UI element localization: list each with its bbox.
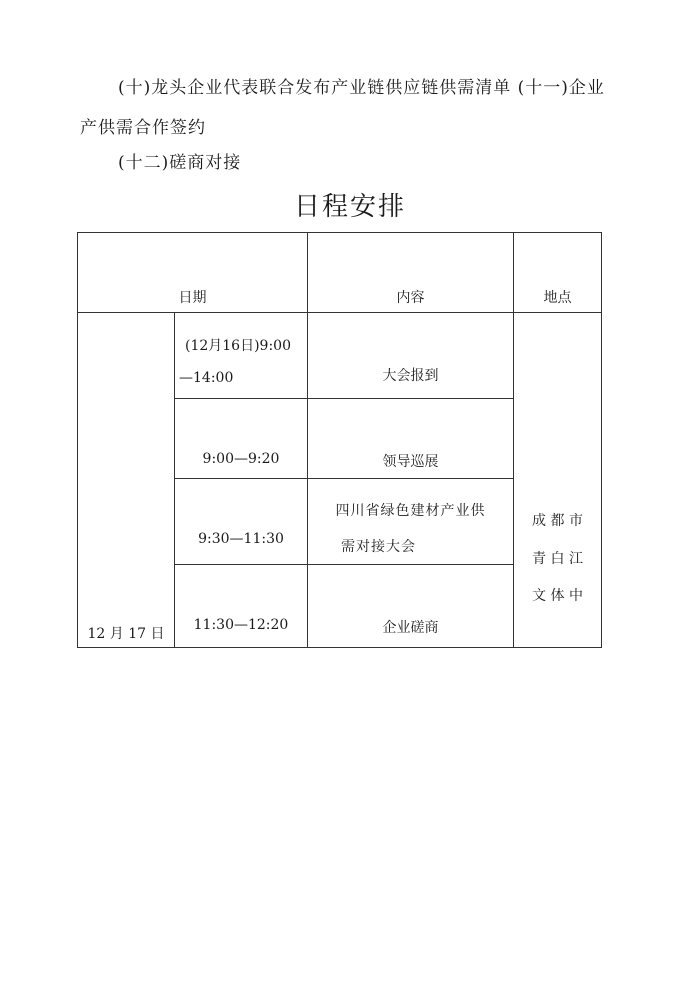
day-label: 12 月 17 日 xyxy=(87,626,165,642)
time-cell xyxy=(174,312,308,399)
header-location-cell xyxy=(513,232,602,313)
header-date-label: 日期 xyxy=(178,290,207,306)
day-cell xyxy=(77,312,175,648)
location-line: 青 白 江 xyxy=(532,551,583,567)
header-content-cell xyxy=(307,232,514,313)
time-line: 9:00—9:20 xyxy=(202,451,280,467)
header-location-label: 地点 xyxy=(543,290,572,306)
location-line: 文 体 中 xyxy=(532,588,583,604)
location-cell xyxy=(513,312,602,648)
time-line: —14:00 xyxy=(179,370,234,386)
content-line: 领导巡展 xyxy=(382,454,439,470)
content-line: 大会报到 xyxy=(382,368,439,384)
schedule-title: 日程安排 xyxy=(293,192,406,222)
content-cell xyxy=(307,564,514,648)
content-line: 四川省绿色建材产业供 xyxy=(335,503,486,519)
content-cell xyxy=(307,398,514,479)
time-cell xyxy=(174,564,308,648)
content-cell xyxy=(307,478,514,565)
time-line: 11:30—12:20 xyxy=(193,617,289,633)
header-date-cell xyxy=(77,232,308,313)
time-line: (12月16日)9:00 xyxy=(185,338,291,354)
paragraph-item-11-continued: 产供需合作签约 xyxy=(80,118,206,138)
content-cell xyxy=(307,312,514,399)
time-cell xyxy=(174,398,308,479)
header-content-label: 内容 xyxy=(396,290,425,306)
paragraph-item-10: (十)龙头企业代表联合发布产业链供应链供需清单 (十一)企业 xyxy=(118,78,605,98)
location-line: 成 都 市 xyxy=(532,513,583,529)
content-line: 企业磋商 xyxy=(382,620,439,636)
time-line: 9:30—11:30 xyxy=(198,531,284,547)
paragraph-item-12: (十二)磋商对接 xyxy=(118,153,242,173)
content-line: 需对接大会 xyxy=(341,539,416,555)
